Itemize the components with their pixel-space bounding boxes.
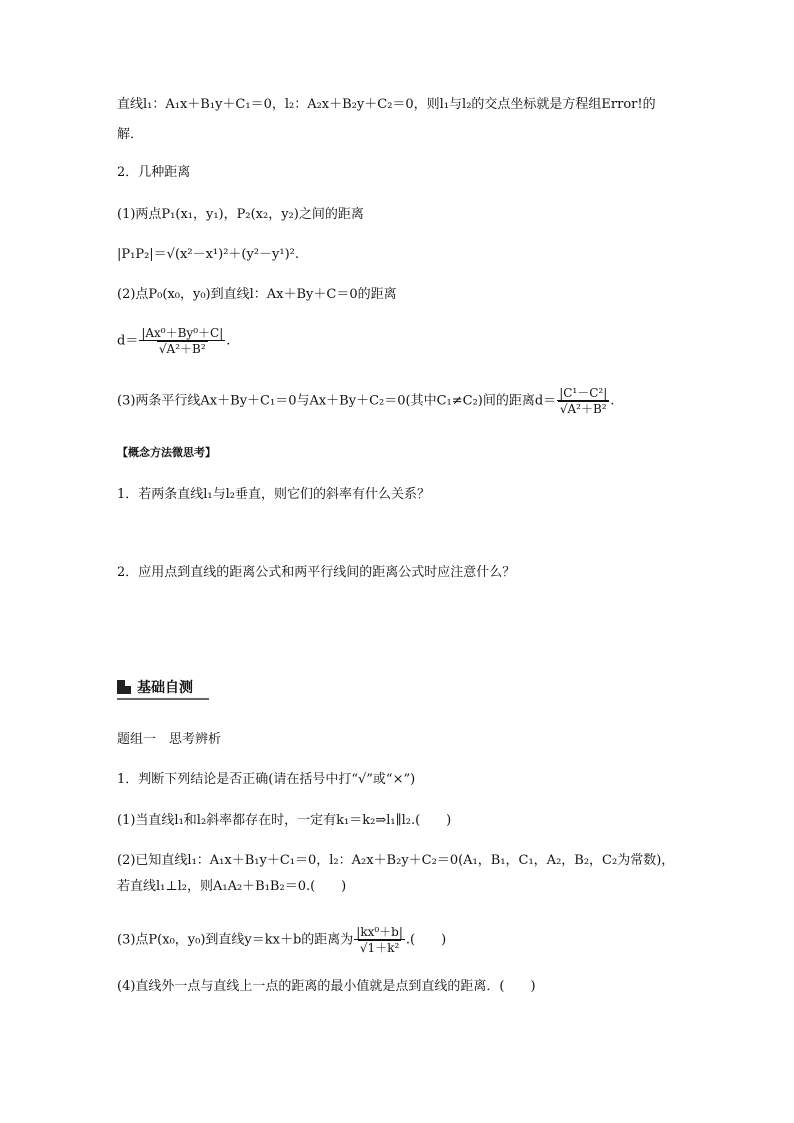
parallel-numerator: |C¹－C²| <box>559 386 608 400</box>
intro-line-2: 解． <box>117 127 144 142</box>
statement-4: (4)直线外一点与直线上一点的距离的最小值就是点到直线的距离．( ) <box>117 979 536 994</box>
section-square-icon <box>117 680 131 694</box>
statement-3-numerator: |kx⁰＋b| <box>356 925 403 939</box>
question-group: 题组一 思考辨析 <box>117 732 222 747</box>
statement-3-fraction <box>354 925 405 955</box>
two-points-text: (1)两点P₁(x₁，y₁)，P₂(x₂，y₂)之间的距离 <box>117 207 364 222</box>
point-line-denominator: √A²＋B² <box>158 342 206 356</box>
statement-2a: (2)已知直线l₁：A₁x＋B₁y＋C₁＝0，l₂：A₂x＋B₂y＋C₂＝0(A₁，B₁，C₁，A₂，B₂，C₂为常数)， <box>117 853 675 868</box>
statement-3-post: .( ) <box>405 932 447 948</box>
think-question-2: 2．应用点到直线的距离公式和两平行线间的距离公式时应注意什么？ <box>117 565 516 580</box>
statement-3 <box>117 925 446 955</box>
point-line-text: (2)点P₀(x₀，y₀)到直线l：Ax＋By＋C＝0的距离 <box>117 287 397 302</box>
section-title: 基础自测 <box>137 680 193 696</box>
point-line-formula <box>117 326 230 356</box>
point-line-lhs: d＝ <box>117 333 139 349</box>
statement-1: (1)当直线l₁和l₂斜率都存在时，一定有k₁＝k₂⇒l₁∥l₂.( ) <box>117 813 452 828</box>
two-points-formula: |P₁P₂|＝√(x²－x¹)²＋(y²－y¹)². <box>117 247 300 262</box>
section-header <box>117 676 209 700</box>
parallel-text: (3)两条平行线Ax＋By＋C₁＝0与Ax＋By＋C₂＝0(其中C₁≠C₂)间的距离d＝ <box>117 393 557 409</box>
question-intro: 1．判断下列结论是否正确(请在括号中打“√”或“×”) <box>117 772 416 787</box>
point-line-numerator: |Ax⁰＋By⁰＋C| <box>141 326 224 340</box>
statement-2b: 若直线l₁⊥l₂，则A₁A₂＋B₁B₂＝0.( ) <box>117 879 347 894</box>
distances-heading: 2．几种距离 <box>117 165 191 180</box>
parallel-denominator: √A²＋B² <box>559 402 607 416</box>
point-line-fraction <box>139 326 225 356</box>
statement-3-pre: (3)点P(x₀，y₀)到直线y＝kx＋b的距离为 <box>117 932 354 948</box>
statement-3-denominator: √1＋k² <box>359 941 400 955</box>
parallel-formula <box>117 386 614 416</box>
parallel-fraction <box>557 386 609 416</box>
think-question-1: 1．若两条直线l₁与l₂垂直，则它们的斜率有什么关系？ <box>117 487 431 502</box>
point-line-end: . <box>226 333 231 349</box>
think-label: 【概念方法微思考】 <box>117 446 216 459</box>
parallel-end: . <box>610 393 615 409</box>
intro-line-1: 直线l₁：A₁x＋B₁y＋C₁＝0，l₂：A₂x＋B₂y＋C₂＝0，则l₁与l₂的交点坐标就是方程组Error!的 <box>117 97 656 112</box>
